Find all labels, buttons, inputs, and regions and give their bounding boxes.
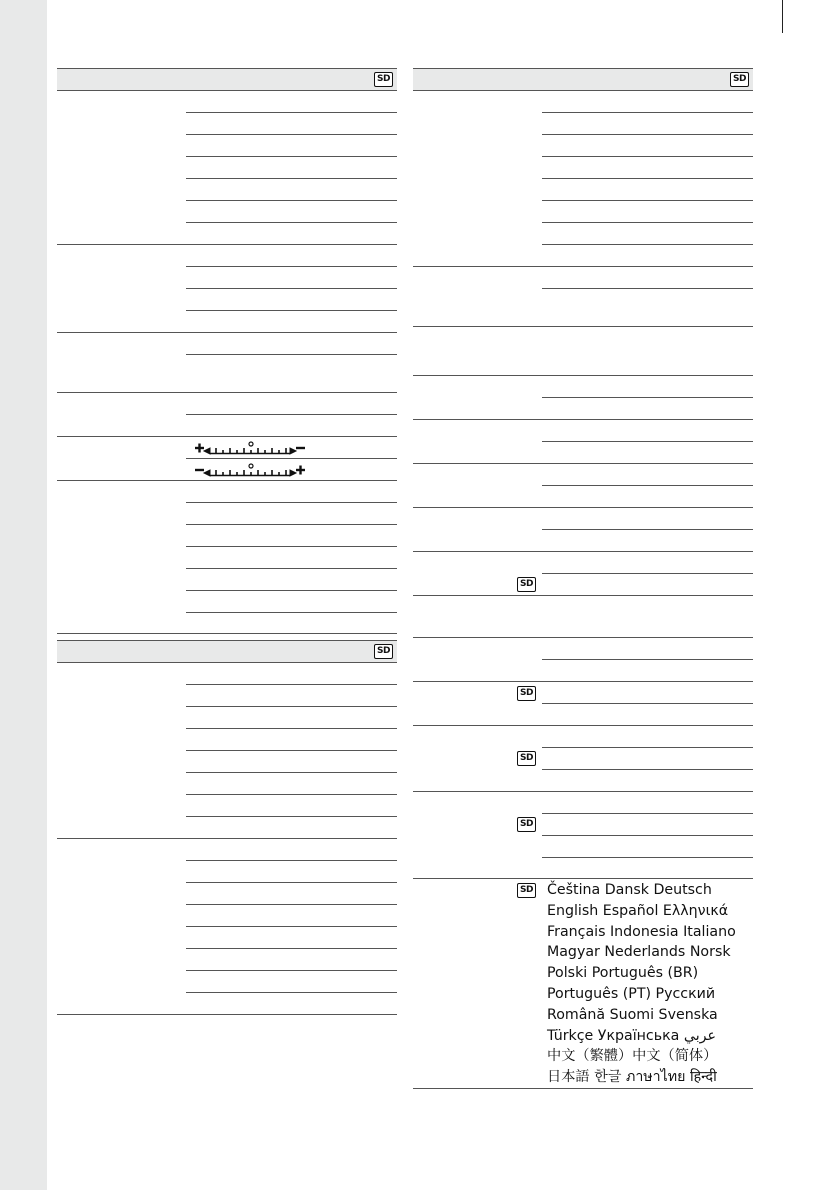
group-label	[413, 91, 542, 266]
option-row	[542, 420, 753, 442]
menu-group	[57, 481, 397, 634]
exposure-scale-row	[186, 459, 397, 480]
group-label	[413, 638, 542, 681]
option-row	[186, 795, 397, 817]
menu-group	[413, 464, 753, 508]
option-row	[186, 503, 397, 525]
option-row	[186, 113, 397, 135]
group-label	[57, 481, 186, 633]
group-label	[413, 420, 542, 463]
option-row	[186, 267, 397, 289]
sd-card-icon: SD	[374, 72, 393, 87]
option-row	[186, 861, 397, 883]
option-row	[542, 748, 753, 770]
group-label	[57, 333, 186, 392]
group-label	[413, 552, 542, 595]
option-row	[542, 376, 753, 398]
menu-group	[413, 638, 753, 682]
option-row	[542, 726, 753, 748]
option-row	[542, 552, 753, 574]
language-line: Türkçe Українська عربي	[547, 1027, 716, 1044]
option-row	[186, 591, 397, 613]
option-row	[186, 333, 397, 355]
exposure-scale-plus-minus-icon	[194, 440, 306, 456]
left-menu-table	[57, 68, 397, 1015]
option-row	[542, 464, 753, 486]
group-label	[57, 91, 186, 244]
group-label	[413, 726, 542, 791]
option-row	[186, 355, 397, 392]
group-label	[57, 437, 186, 480]
option-row	[186, 993, 397, 1014]
option-row	[542, 157, 753, 179]
option-row	[186, 157, 397, 179]
option-row	[542, 113, 753, 135]
menu-group	[413, 267, 753, 327]
language-line: Magyar Nederlands Norsk	[547, 944, 731, 961]
option-row	[542, 442, 753, 463]
option-row	[186, 729, 397, 751]
option-row	[186, 569, 397, 591]
option-row	[542, 638, 753, 660]
menu-group	[413, 91, 753, 267]
language-group	[413, 879, 753, 1089]
menu-group	[57, 839, 397, 1015]
menu-group	[57, 663, 397, 839]
option-row	[186, 751, 397, 773]
menu-group	[413, 792, 753, 879]
language-line: 日本語 한글 ภาษาไทย हिन्दी	[547, 1069, 717, 1086]
page-edge-strip	[0, 0, 47, 1190]
option-row	[186, 773, 397, 795]
option-row	[186, 481, 397, 503]
sd-card-icon: SD	[374, 644, 393, 659]
section-header-2	[57, 640, 397, 663]
menu-group	[413, 552, 753, 596]
option-row	[186, 289, 397, 311]
option-row	[186, 839, 397, 861]
sd-card-icon: SD	[517, 577, 536, 592]
option-row	[542, 201, 753, 223]
menu-group	[413, 376, 753, 420]
option-row	[186, 883, 397, 905]
menu-group	[57, 437, 397, 481]
option-row	[186, 311, 397, 332]
menu-group	[413, 420, 753, 464]
group-label	[413, 596, 542, 637]
option-row	[186, 525, 397, 547]
group-label	[57, 393, 186, 436]
exposure-scale-minus-plus-icon	[194, 462, 306, 478]
option-row	[186, 927, 397, 949]
option-row	[186, 817, 397, 838]
option-row	[186, 223, 397, 244]
menu-group	[413, 726, 753, 792]
option-row	[542, 530, 753, 551]
menu-group	[57, 393, 397, 437]
exposure-scale-row	[186, 437, 397, 459]
language-line: Français Indonesia Italiano	[547, 923, 736, 940]
group-label	[413, 508, 542, 551]
option-row	[542, 682, 753, 704]
language-line: Čeština Dansk Deutsch	[547, 882, 712, 898]
section-header-1	[57, 68, 397, 91]
option-row	[542, 836, 753, 858]
group-label	[57, 663, 186, 838]
section-title-space	[413, 327, 753, 376]
option-row	[186, 135, 397, 157]
menu-group	[57, 333, 397, 393]
option-row	[186, 707, 397, 729]
option-row	[186, 415, 397, 436]
option-row	[542, 792, 753, 814]
menu-group	[413, 682, 753, 726]
language-list	[542, 879, 753, 1088]
option-row	[186, 547, 397, 569]
sd-card-icon: SD	[517, 751, 536, 766]
sd-card-icon: SD	[517, 883, 536, 898]
group-label	[413, 376, 542, 419]
group-label	[57, 839, 186, 1014]
group-label	[413, 464, 542, 507]
option-row	[186, 685, 397, 707]
option-row	[542, 135, 753, 157]
language-line: English Español Ελληνικά	[547, 902, 729, 919]
right-menu-table	[413, 68, 753, 1089]
option-row	[186, 949, 397, 971]
option-row	[542, 660, 753, 681]
group-label	[413, 682, 542, 725]
page-crop-mark	[782, 0, 783, 33]
group-label	[413, 792, 542, 878]
option-row	[186, 179, 397, 201]
group-label	[413, 267, 542, 326]
option-row	[542, 289, 753, 326]
option-row	[186, 91, 397, 113]
menu-group	[413, 508, 753, 552]
option-row	[542, 179, 753, 201]
option-row	[186, 905, 397, 927]
option-row	[542, 596, 753, 637]
language-line: Română Suomi Svenska	[547, 1006, 718, 1023]
option-row	[542, 398, 753, 419]
option-row	[542, 267, 753, 289]
menu-group	[57, 245, 397, 333]
language-line: 中文（繁體）中文（简体）	[547, 1048, 718, 1065]
option-row	[542, 704, 753, 725]
option-row	[542, 858, 753, 878]
option-row	[542, 486, 753, 507]
sd-card-icon: SD	[517, 686, 536, 701]
language-line: Polski Português (BR)	[547, 965, 699, 982]
option-row	[186, 613, 397, 633]
option-row	[542, 508, 753, 530]
group-label	[413, 879, 542, 1088]
option-row	[542, 91, 753, 113]
menu-group	[57, 91, 397, 245]
option-row	[186, 971, 397, 993]
group-label	[57, 245, 186, 332]
option-row	[542, 574, 753, 595]
option-row	[542, 814, 753, 836]
option-row	[186, 393, 397, 415]
option-row	[186, 201, 397, 223]
option-row	[186, 245, 397, 267]
sd-card-icon: SD	[730, 72, 749, 87]
option-row	[542, 223, 753, 245]
language-line: Português (PT) Русский	[547, 985, 716, 1002]
option-row	[542, 245, 753, 266]
menu-group	[413, 596, 753, 638]
option-row	[186, 663, 397, 685]
sd-card-icon: SD	[517, 817, 536, 832]
section-header-3	[413, 68, 753, 91]
option-row	[542, 770, 753, 791]
